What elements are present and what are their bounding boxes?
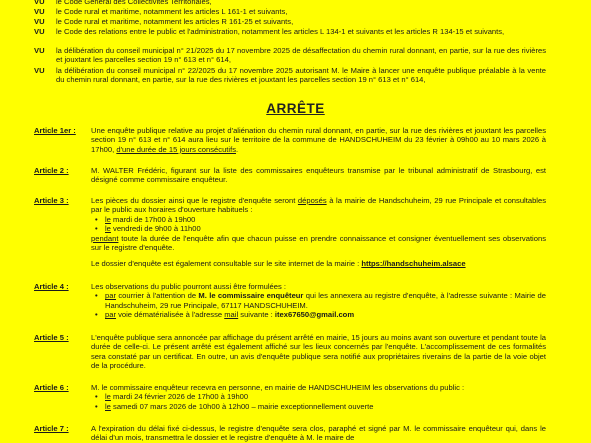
- bullet-prefix: le: [105, 392, 111, 402]
- list-item: [91, 224, 546, 233]
- article-label: Article 6 :: [34, 383, 69, 392]
- bullet-prefix: le: [105, 401, 111, 411]
- article-body: [91, 383, 546, 411]
- vu-keyword: VU: [34, 0, 45, 6]
- bullet-prefix: par: [105, 310, 116, 320]
- website-link[interactable]: https://handschuheim.alsace: [361, 259, 466, 269]
- article-label: Article 2 :: [34, 166, 69, 175]
- article-label: Article 3 :: [34, 196, 69, 205]
- website-paragraph: [91, 259, 546, 268]
- bullet-prefix: par: [105, 291, 116, 301]
- article-body: [91, 282, 546, 320]
- article-intro: M. le commissaire enquêteur recevra en personne, en mairie de HANDSCHUHEIM les observations du public :: [91, 383, 465, 392]
- vu-text: la délibération du conseil municipal n° 22/2025 du 17 novembre 2025 autorisant M. le Maire à lancer une enquête publique préalable à la vente du chemin rural donnant, en partie, sur la rue des rivières et jouxtant les parcelles section 19 n° 613 et n° 614,: [56, 66, 546, 85]
- article-text: Une enquête publique relative au projet d'aliénation du chemin rural donnant, en partie, sur la rue des rivières et jouxtant les parcelles section 19 n° 613 et n° 614 aura lieu sur le territoire de la commune de HANDSCHUHEIM du 23 février à 09h00 au 10 mars 2026 à 17h00,: [91, 126, 546, 154]
- bullet-text: courrier à l'attention de: [115, 291, 199, 301]
- article-text-end: .: [236, 144, 239, 154]
- vu-keyword: VU: [34, 46, 45, 55]
- article-body: L'enquête publique sera annoncée par affichage du présent arrêté en mairie, 15 jours au moins avant son ouverture et pendant toute la durée de celle-ci. Le présent arrêté est également affiché sur les lieux concernés par l'enquête. L'accomplissement de ces formalités sera constaté par un certificat. En outre, un avis d'enquête publique sera notifié aux propriétaires riverains de la partie de la voie objet de la procédure.: [91, 333, 546, 371]
- bullet-prefix: le: [105, 224, 111, 234]
- vu-keyword: VU: [34, 66, 45, 75]
- article-intro: [91, 196, 546, 215]
- website-text: Le dossier d'enquête est également consultable sur le site internet de la mairie :: [91, 259, 362, 269]
- vu-text: la délibération du conseil municipal n° 21/2025 du 17 novembre 2025 de désaffectation du chemin rural donnant, en partie, sur la rue des rivières et jouxtant les parcelles section 19 n° 613 et n° 614,: [56, 46, 546, 65]
- mail-word: mail: [224, 310, 239, 320]
- bullet-text: voie dématérialisée à l'adresse: [115, 310, 225, 320]
- commissioner-text: M. le commissaire enquêteur: [198, 291, 304, 301]
- vu-item-4: [34, 27, 546, 36]
- article-body: [91, 196, 546, 269]
- article-2: [34, 166, 546, 185]
- article-6: [34, 383, 546, 411]
- article-label: Article 4 :: [34, 282, 69, 291]
- vu-keyword: VU: [34, 27, 45, 36]
- article-body: A l'expiration du délai fixé ci-dessus, le registre d'enquête sera clos, paraphé et signé par M. le commissaire enquêteur qui, dans le délai d'un mois, transmettra le dossier et le registre d'enquête à M. le maire de: [91, 424, 546, 443]
- bullet-text: suivante :: [238, 310, 275, 320]
- email-link[interactable]: itex67650@gmail.com: [274, 310, 355, 320]
- list-item: [91, 402, 546, 411]
- vu-text: le Code des relations entre le public et l'administration, notamment les articles L 134-1 et suivants et les articles R 134-15 et suivants,: [56, 27, 505, 36]
- vu-item-3: [34, 17, 546, 26]
- article-label: Article 5 :: [34, 333, 69, 342]
- article-3: [34, 196, 546, 269]
- bullet-text: qui les annexera au registre d'enquête, à l'adresse suivante : Mairie de Handschuheim, 29 rue Principale, 67117 HANDSCHUHEIM.: [105, 291, 546, 310]
- intro-text: Les pièces du dossier ainsi que le registre d'enquête seront: [91, 196, 298, 205]
- pendant-text: toute la durée de l'enquête afin que chacun puisse en prendre connaissance et consigner éventuellement ses observations sur le registre d'enquête.: [91, 233, 546, 253]
- duration-text: d'une durée de 15 jours consécutifs: [116, 144, 236, 154]
- vu-item-5: [34, 46, 546, 65]
- observation-methods-list: [91, 291, 546, 319]
- bullet-text: vendredi de 9h00 à 11h00: [110, 224, 201, 234]
- article-intro: Les observations du public pourront aussi être formulées :: [91, 282, 287, 291]
- article-body: [91, 126, 546, 154]
- deposes-text: déposés: [297, 196, 327, 205]
- pendant-paragraph: [91, 234, 546, 253]
- article-4: [34, 282, 546, 320]
- list-item: [91, 310, 546, 319]
- article-1: [34, 126, 546, 154]
- intro-text: à la mairie de Handschuheim, 29 rue Principale et consultables par le public aux horaires d'ouverture habituels :: [91, 196, 546, 215]
- bullet-prefix: le: [105, 214, 111, 224]
- article-5: [34, 333, 546, 371]
- article-label: Article 1er :: [34, 126, 76, 135]
- article-body: M. WALTER Frédéric, figurant sur la liste des commissaires enquêteurs transmise par le tribunal administratif de Strasbourg, est désigné comme commissaire enquêteur.: [91, 166, 546, 185]
- list-item: [91, 291, 546, 310]
- permanence-list: [91, 392, 546, 411]
- list-item: [91, 215, 546, 224]
- vu-keyword: VU: [34, 17, 45, 26]
- vu-text: le Code rural et maritime, notamment les articles L 161-1 et suivants,: [56, 7, 288, 16]
- vu-text: le Code rural et maritime, notamment les articles R 161-25 et suivants,: [56, 17, 294, 26]
- vu-keyword: VU: [34, 7, 45, 16]
- article-label: Article 7 :: [34, 424, 69, 433]
- bullet-text: mardi 24 février 2026 de 17h00 à 19h00: [110, 392, 249, 402]
- vu-text: le Code Général des Collectivités Territoriales,: [56, 0, 212, 6]
- page-title: ARRÊTE: [266, 101, 325, 116]
- vu-item-6: [34, 66, 546, 85]
- pendant-word: pendant: [91, 233, 119, 243]
- bullet-text: samedi 07 mars 2026 de 10h00 à 12h00 – mairie exceptionnellement ouverte: [110, 401, 374, 411]
- vu-item-2: [34, 7, 546, 16]
- bullet-text: mardi de 17h00 à 19h00: [110, 214, 196, 224]
- list-item: [91, 392, 546, 401]
- vu-item-1: [34, 0, 546, 6]
- opening-hours-list: [91, 215, 546, 234]
